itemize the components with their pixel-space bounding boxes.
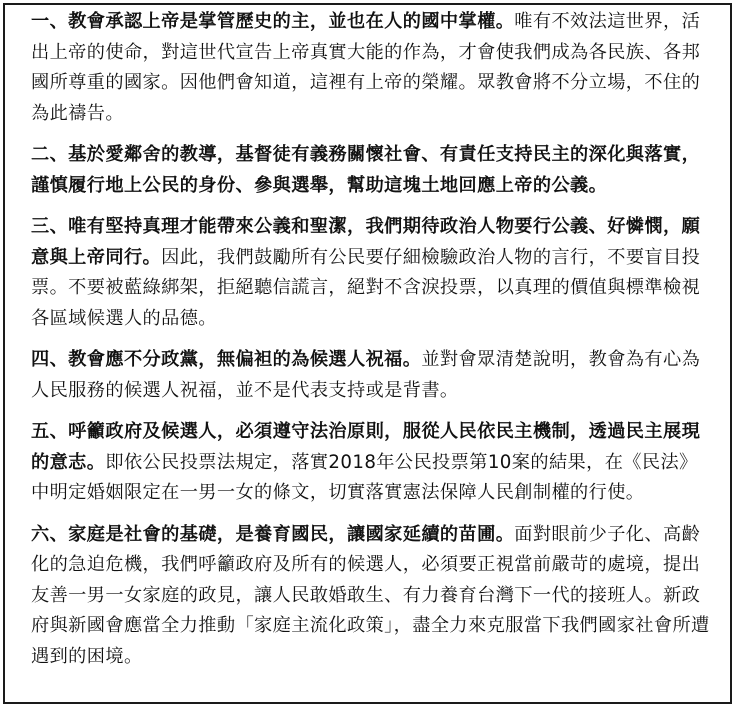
paragraph-3: [31, 212, 715, 334]
paragraph-5-lead: 五、呼籲政府及候選人，必須遵守法治原則，服從人民依民主機制，透過民主展現的意志。: [31, 421, 701, 473]
paragraph-5: [31, 417, 715, 509]
paragraph-4: [31, 345, 715, 406]
paragraph-1-body: 唯有不效法這世界，活出上帝的使命，對這世代宣告上帝真實大能的作為，才會使我們成為各民族、各邦國所尊重的國家。因他們會知道，這裡有上帝的榮耀。眾教會將不分立場，不住的為此禱告。: [31, 11, 701, 124]
paragraph-3-body: 因此，我們鼓勵所有公民要仔細檢驗政治人物的言行，不要盲目投票。不要被藍綠綁架，拒絕聽信謊言，絕對不含淚投票，以真理的價值與標準檢視各區域候選人的品德。: [31, 246, 701, 329]
document-content: [31, 7, 715, 672]
paragraph-1: [31, 7, 715, 129]
paragraph-3-lead: 三、唯有堅持真理才能帶來公義和聖潔，我們期待政治人物要行公義、好憐憫，願意與上帝同行。: [31, 216, 701, 268]
paragraph-4-body: 並對會眾清楚說明，教會為有心為人民服務的候選人祝福，並不是代表支持或是背書。: [31, 349, 701, 401]
paragraph-1-lead: 一、教會承認上帝是掌管歷史的主，並也在人的國中掌權。: [31, 11, 515, 32]
paragraph-6-body: 面對眼前少子化、高齡化的急迫危機，我們呼籲政府及所有的候選人，必須要正視當前嚴苛的處境，提出友善一男一女家庭的政見，讓人民敢婚敢生、有力養育台灣下一代的接班人。新政府與新國會應當全力推動「家庭主流化政策」，盡全力來克服當下我們國家社會所遭遇到的困境。: [31, 523, 710, 667]
paragraph-4-lead: 四、教會應不分政黨，無偏袒的為候選人祝福。: [31, 349, 422, 370]
paragraph-5-body: 即依公民投票法規定，落實2018年公民投票第10案的結果，在《民法》中明定婚姻限定在一男一女的條文，切實落實憲法保障人民創制權的行使。: [31, 451, 698, 503]
paragraph-6: [31, 520, 715, 673]
paragraph-2: [31, 140, 715, 201]
document-frame: [3, 3, 732, 704]
paragraph-6-lead: 六、家庭是社會的基礎，是養育國民，讓國家延續的苗圃。: [31, 523, 515, 545]
paragraph-2-lead: 二、基於愛鄰舍的教導，基督徒有義務關懷社會、有責任支持民主的深化與落實，謹慎履行地上公民的身份、參與選舉，幫助這塊土地回應上帝的公義。: [31, 144, 701, 196]
